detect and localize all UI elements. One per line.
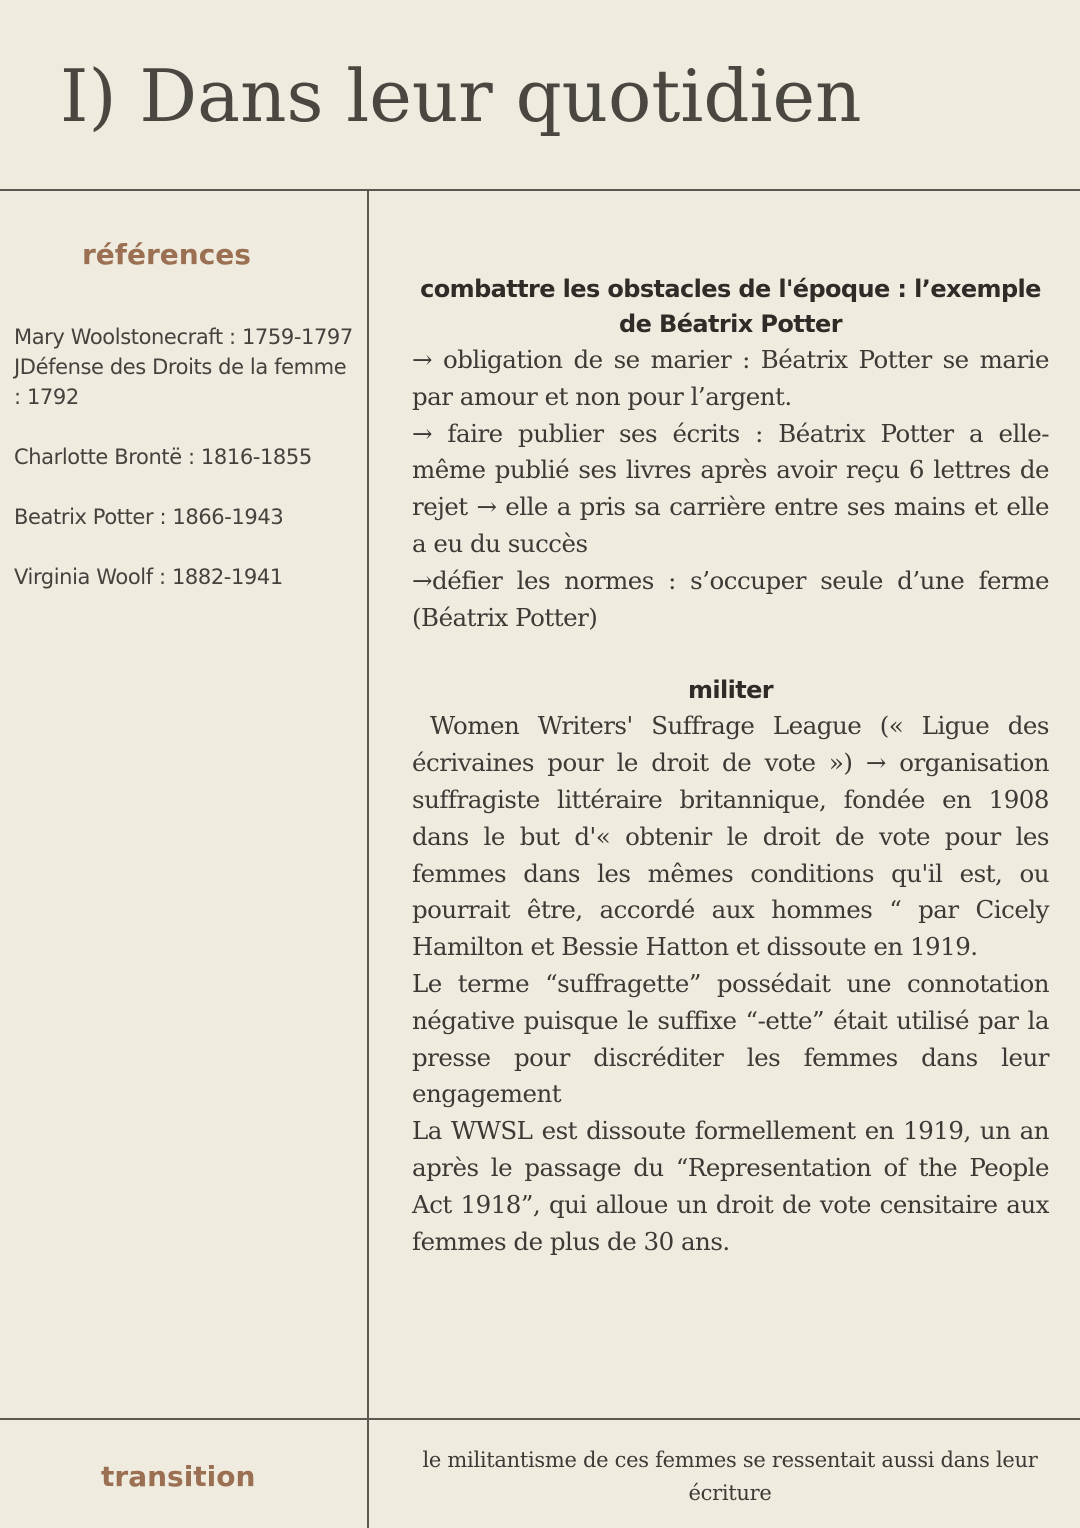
reference-item: Charlotte Brontë : 1816-1855	[14, 445, 312, 469]
paragraph: →défier les normes : s’occuper seule d’une ferme (Béatrix Potter)	[412, 565, 1049, 632]
paragraph: Le terme “suffragette” possédait une connotation négative puisque le suffixe “-ette” était utilisé par la presse pour discréditer les femmes dans leur engagement	[412, 968, 1049, 1109]
paragraph: La WWSL est dissoute formellement en 1919, un an après le passage du “Representation of the People Act 1918”, qui alloue un droit de vote censitaire aux femmes de plus de 30 ans.	[412, 1116, 1049, 1256]
page-title: I) Dans leur quotidien	[60, 54, 862, 138]
paragraph: → obligation de se marier : Béatrix Potter se marie par amour et non pour l’argent.	[412, 345, 1049, 411]
main-content	[412, 272, 1049, 1260]
paragraph: → faire publier ses écrits : Béatrix Potter a elle-même publié ses livres après avoir reçu 6 lettres de rejet → elle a pris sa carrière entre ses mains et elle a eu du succès	[412, 418, 1049, 558]
transition-text: le militantisme de ces femmes se ressentait aussi dans leur écriture	[422, 1448, 1038, 1505]
paragraph: Women Writers' Suffrage League (« Ligue des écrivaines pour le droit de vote ») → organisation suffragiste littéraire britannique, fondée en 1908 dans le but d'« obtenir le droit de vote pour les femmes dans les mêmes conditions qu'il est, ou pourrait être, accordé aux hommes “ par Cicely Hamilton et Bessie Hatton et dissoute en 1919.	[412, 711, 1049, 962]
header-divider	[0, 189, 1080, 191]
column-divider	[367, 190, 369, 1528]
reference-item: Mary Woolstonecraft : 1759-1797 JDéfense des Droits de la femme : 1792	[14, 325, 353, 409]
reference-item: Virginia Woolf : 1882-1941	[14, 565, 283, 589]
reference-item: Beatrix Potter : 1866-1943	[14, 505, 284, 529]
section-heading-obstacles: combattre les obstacles de l'époque : l’exemple de Béatrix Potter	[420, 275, 1041, 338]
transition-heading: transition	[101, 1460, 256, 1493]
footer-divider	[0, 1418, 1080, 1420]
references-heading: références	[82, 238, 251, 271]
references-list	[14, 322, 359, 622]
section-heading-militer: militer	[687, 676, 774, 705]
